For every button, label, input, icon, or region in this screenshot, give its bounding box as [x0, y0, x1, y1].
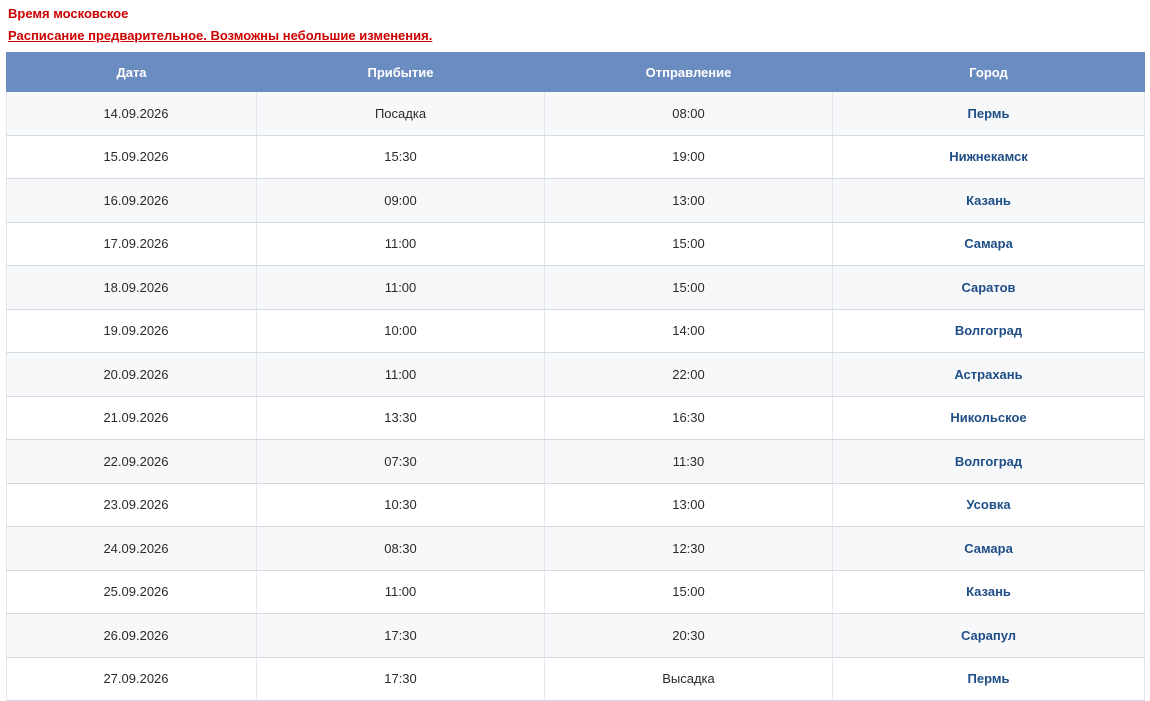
table-row: [7, 222, 1145, 266]
table-row: [7, 440, 1145, 484]
city-link[interactable]: Никольское: [950, 410, 1027, 426]
city-link[interactable]: Сарапул: [960, 627, 1017, 643]
cell-departure: 15:00: [545, 222, 833, 266]
table-body: [7, 92, 1145, 701]
city-link[interactable]: Волгоград: [954, 323, 1023, 339]
cell-departure: 12:30: [545, 527, 833, 571]
city-link[interactable]: Нижнекамск: [949, 149, 1028, 165]
city-link[interactable]: Самара: [964, 540, 1013, 556]
cell-arrival: 11:00: [257, 222, 545, 266]
cell-city[interactable]: [833, 266, 1145, 310]
table-row: [7, 396, 1145, 440]
cell-departure: 14:00: [545, 309, 833, 353]
cell-city[interactable]: [833, 440, 1145, 484]
cell-departure: 15:00: [545, 570, 833, 614]
cell-arrival: 17:30: [257, 614, 545, 658]
cell-arrival: 11:00: [257, 570, 545, 614]
schedule-table: [6, 52, 1145, 701]
cell-date: 22.09.2026: [7, 440, 257, 484]
city-link[interactable]: Самара: [964, 236, 1013, 252]
cell-date: 25.09.2026: [7, 570, 257, 614]
cell-departure: 20:30: [545, 614, 833, 658]
table-row: [7, 266, 1145, 310]
cell-city[interactable]: [833, 135, 1145, 179]
table-row: [7, 483, 1145, 527]
cell-city[interactable]: [833, 179, 1145, 223]
city-link[interactable]: Пермь: [967, 105, 1010, 121]
cell-arrival: 10:00: [257, 309, 545, 353]
table-row: [7, 135, 1145, 179]
column-header-date: Дата: [7, 53, 257, 92]
cell-date: 27.09.2026: [7, 657, 257, 701]
cell-departure: 11:30: [545, 440, 833, 484]
column-header-departure: Отправление: [545, 53, 833, 92]
cell-city[interactable]: [833, 570, 1145, 614]
cell-date: 24.09.2026: [7, 527, 257, 571]
cell-arrival: 08:30: [257, 527, 545, 571]
cell-city[interactable]: [833, 353, 1145, 397]
cell-city[interactable]: [833, 92, 1145, 136]
city-link[interactable]: Саратов: [961, 279, 1016, 295]
cell-arrival: Посадка: [257, 92, 545, 136]
city-link[interactable]: Казань: [966, 584, 1011, 600]
table-row: [7, 92, 1145, 136]
cell-arrival: 09:00: [257, 179, 545, 223]
cell-departure: 15:00: [545, 266, 833, 310]
table-row: [7, 527, 1145, 571]
city-link[interactable]: Астрахань: [954, 366, 1023, 382]
cell-arrival: 13:30: [257, 396, 545, 440]
cell-departure: 16:30: [545, 396, 833, 440]
cell-arrival: 15:30: [257, 135, 545, 179]
cell-arrival: 07:30: [257, 440, 545, 484]
cell-city[interactable]: [833, 614, 1145, 658]
city-link[interactable]: Казань: [966, 192, 1011, 208]
cell-departure: 19:00: [545, 135, 833, 179]
cell-city[interactable]: [833, 527, 1145, 571]
table-row: [7, 179, 1145, 223]
cell-arrival: 11:00: [257, 353, 545, 397]
cell-arrival: 17:30: [257, 657, 545, 701]
cell-city[interactable]: [833, 222, 1145, 266]
cell-date: 17.09.2026: [7, 222, 257, 266]
table-row: [7, 657, 1145, 701]
table-row: [7, 353, 1145, 397]
cell-city[interactable]: [833, 309, 1145, 353]
moscow-time-note: Время московское: [8, 6, 129, 21]
table-header-row: [7, 53, 1145, 92]
table-row: [7, 614, 1145, 658]
city-link[interactable]: Волгоград: [954, 453, 1023, 469]
schedule-table-wrapper: [0, 52, 1150, 701]
cell-departure: 08:00: [545, 92, 833, 136]
table-row: [7, 309, 1145, 353]
cell-date: 20.09.2026: [7, 353, 257, 397]
cell-arrival: 10:30: [257, 483, 545, 527]
cell-date: 18.09.2026: [7, 266, 257, 310]
column-header-city: Город: [833, 53, 1145, 92]
cell-city[interactable]: [833, 483, 1145, 527]
column-header-arrival: Прибытие: [257, 53, 545, 92]
table-row: [7, 570, 1145, 614]
cell-date: 15.09.2026: [7, 135, 257, 179]
city-link[interactable]: Усовка: [966, 497, 1011, 513]
cell-city[interactable]: [833, 657, 1145, 701]
cell-date: 19.09.2026: [7, 309, 257, 353]
preliminary-schedule-note: Расписание предварительное. Возможны небольшие изменения.: [8, 28, 433, 43]
cell-departure: 13:00: [545, 483, 833, 527]
table-header: [7, 53, 1145, 92]
cell-departure: Высадка: [545, 657, 833, 701]
cell-departure: 13:00: [545, 179, 833, 223]
cell-city[interactable]: [833, 396, 1145, 440]
cell-date: 21.09.2026: [7, 396, 257, 440]
cell-departure: 22:00: [545, 353, 833, 397]
cell-date: 14.09.2026: [7, 92, 257, 136]
city-link[interactable]: Пермь: [967, 671, 1010, 687]
cell-date: 26.09.2026: [7, 614, 257, 658]
cell-date: 23.09.2026: [7, 483, 257, 527]
cell-date: 16.09.2026: [7, 179, 257, 223]
cell-arrival: 11:00: [257, 266, 545, 310]
